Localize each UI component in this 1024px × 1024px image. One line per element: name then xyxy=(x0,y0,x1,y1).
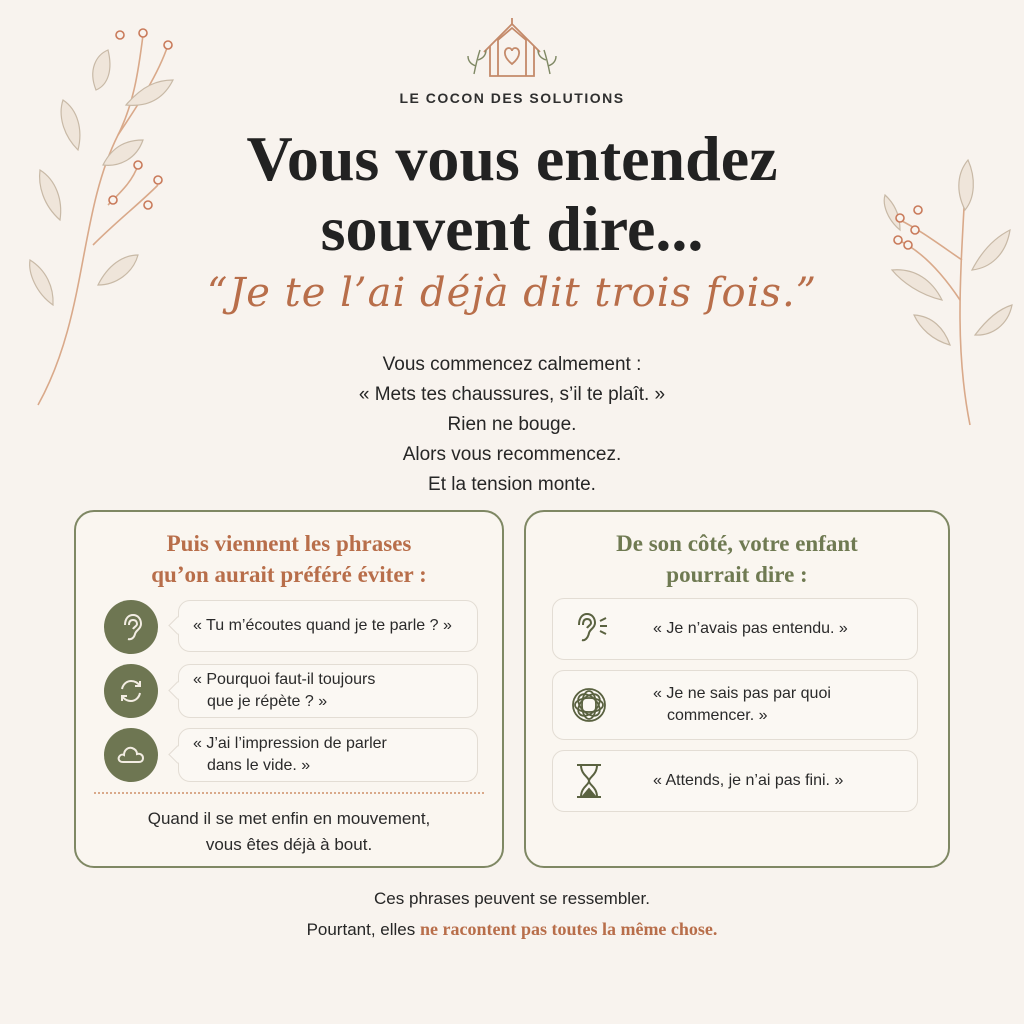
footer-line: Quand il se met enfin en mouvement, xyxy=(147,809,431,828)
footer-line: vous êtes déjà à bout. xyxy=(205,835,373,854)
ear-sound-icon xyxy=(567,607,611,651)
child-phrases-card xyxy=(524,510,950,868)
phrase-text: commencer. » xyxy=(667,707,768,724)
closing-line-2 xyxy=(0,914,1024,945)
brand-name: LE COCON DES SOLUTIONS xyxy=(399,90,625,106)
phrase-text: « Attends, je n’ai pas fini. » xyxy=(653,772,844,789)
phrase-text: que je répète ? » xyxy=(207,693,328,710)
page-title-line-1: Vous vous entendez xyxy=(246,123,778,194)
parent-card-footer xyxy=(76,806,502,858)
parent-phrases-title xyxy=(76,528,502,590)
hourglass-icon xyxy=(567,759,611,803)
closing-line-1: Ces phrases peuvent se ressembler. xyxy=(374,889,650,908)
phrase-bubble xyxy=(178,664,478,718)
card-title-line: qu’on aurait préféré éviter : xyxy=(151,562,427,587)
child-phrases-title xyxy=(526,528,948,590)
intro-line: Vous commencez calmement : xyxy=(382,354,642,375)
phrase-text: « Tu m’écoutes quand je te parle ? » xyxy=(193,617,452,634)
closing-plain-text: Pourtant, elles xyxy=(306,920,420,939)
repeat-icon xyxy=(104,664,158,718)
dotted-divider xyxy=(94,792,484,794)
intro-line: Et la tension monte. xyxy=(428,474,596,495)
highlight-quote: “Je te l’ai déjà dit trois fois.” xyxy=(206,270,818,316)
parent-phrases-card xyxy=(74,510,504,868)
page-title-line-2: souvent dire... xyxy=(320,193,704,264)
card-title-line: Puis viennent les phrases xyxy=(166,531,412,556)
phrase-text: dans le vide. » xyxy=(207,757,311,774)
closing-text xyxy=(0,884,1024,945)
child-phrase-text xyxy=(653,770,907,792)
phrase-text: « J’ai l’impression de parler xyxy=(193,735,387,752)
child-phrase-box xyxy=(552,670,918,740)
intro-text xyxy=(0,350,1024,500)
card-title-line: De son côté, votre enfant xyxy=(616,531,858,556)
tangled-thoughts-icon xyxy=(567,683,611,727)
ear-icon xyxy=(104,600,158,654)
child-phrase-text xyxy=(653,683,907,727)
child-phrase-box xyxy=(552,750,918,812)
card-title-line: pourrait dire : xyxy=(666,562,808,587)
child-phrase-text xyxy=(653,618,907,640)
intro-line: Alors vous recommencez. xyxy=(402,444,622,465)
phrase-text: « Pourquoi faut-il toujours xyxy=(193,671,376,688)
intro-line: Rien ne bouge. xyxy=(447,414,577,435)
phrase-bubble xyxy=(178,728,478,782)
house-heart-logo-icon xyxy=(462,10,562,90)
child-phrase-box xyxy=(552,598,918,660)
phrase-text: « Je ne sais pas par quoi xyxy=(653,685,831,702)
phrase-bubble xyxy=(178,600,478,652)
page-title xyxy=(0,124,1024,264)
closing-highlight-text: ne racontent pas toutes la même chose. xyxy=(419,919,718,939)
cloud-icon xyxy=(104,728,158,782)
phrase-text: « Je n’avais pas entendu. » xyxy=(653,620,848,637)
intro-line: « Mets tes chaussures, s’il te plaît. » xyxy=(358,384,666,405)
